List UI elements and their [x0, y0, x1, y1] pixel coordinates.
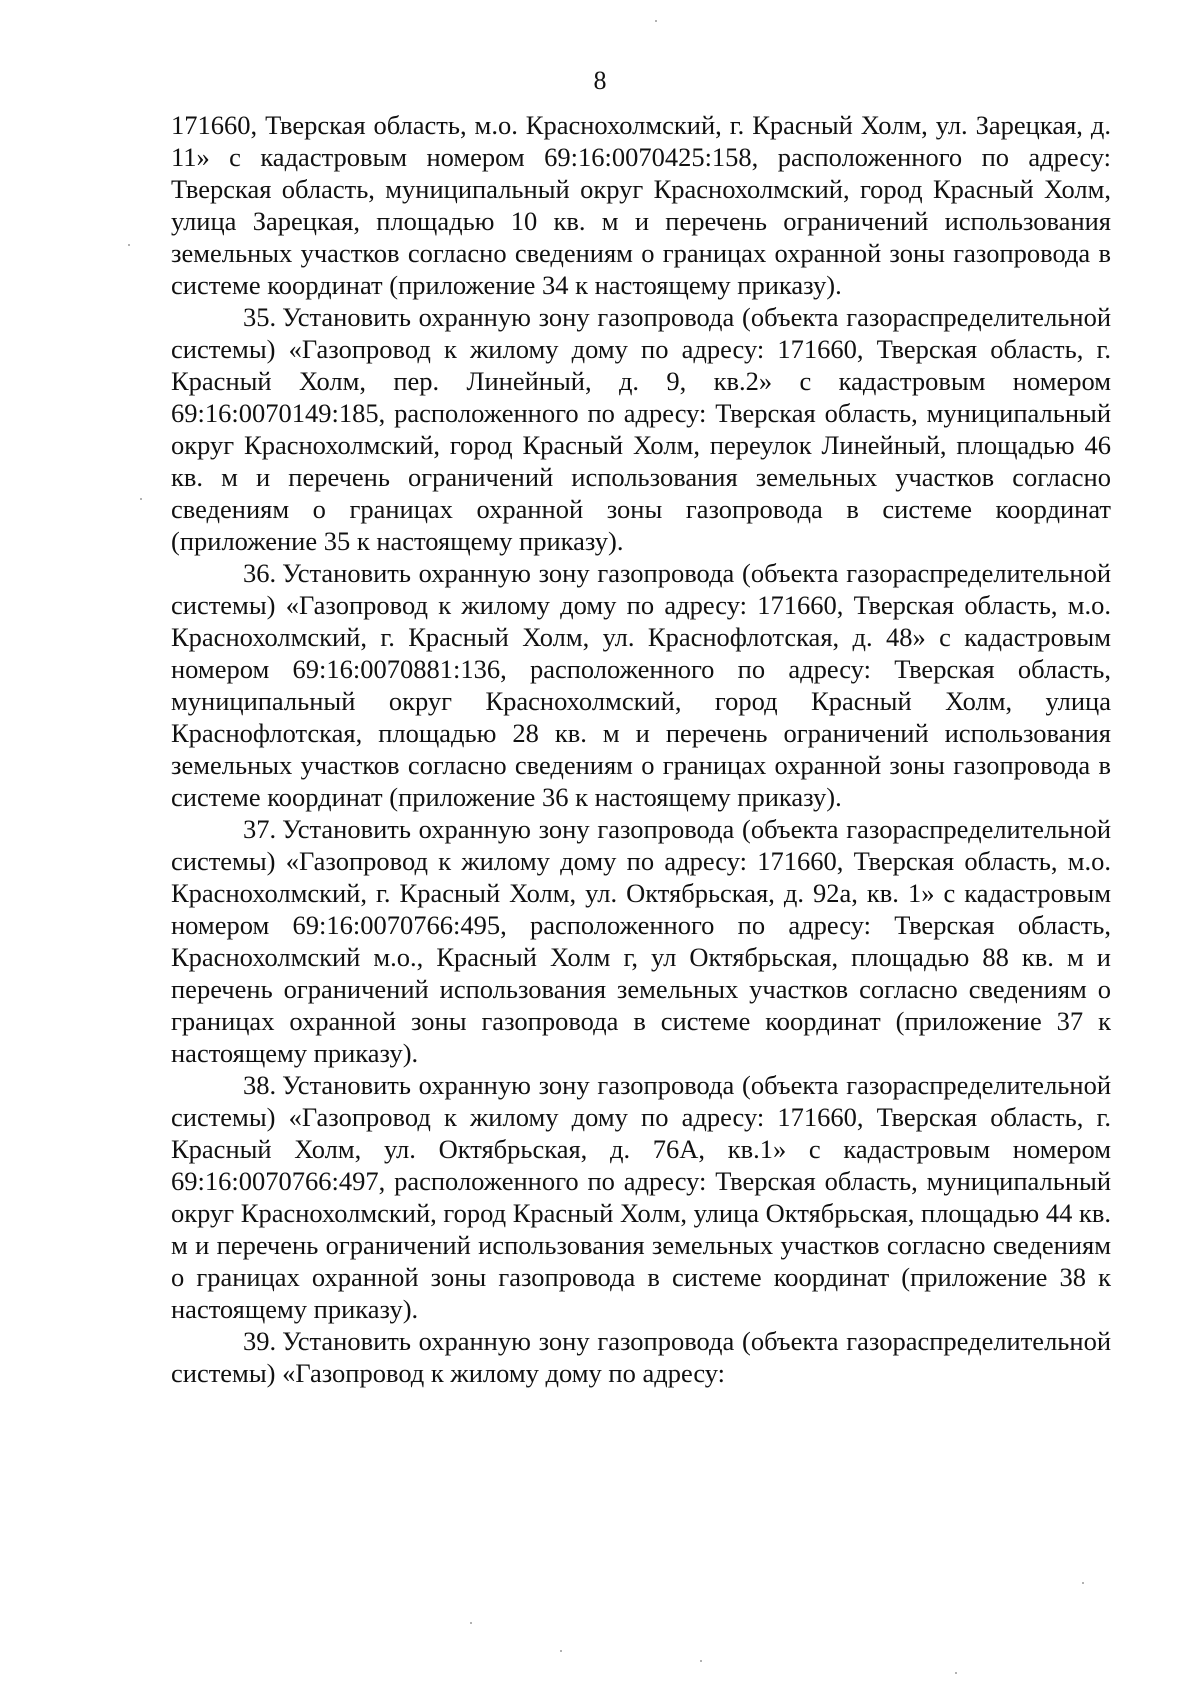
paragraph-text: Установить охранную зону газопровода (объекта газораспределительной системы) «Газопровод к жилому дому по адресу: 171660, Тверская область, г. Красный Холм, ул. Октябрьская, д. 76А, кв.1» с кадастровым номером 69:16:0070766:497, расположенного по адресу: Тверская область, муниципальный округ Краснохолмский, город Красный Холм, улица Октябрьская, площадью 44 кв. м и перечень ограничений использования земельных участков согласно сведениям о границах охранной зоны газопровода в системе координат (приложение 38 к настоящему приказу).: [171, 1070, 1111, 1324]
document-body: [171, 109, 1111, 1389]
paragraph-continuation: [171, 109, 1111, 301]
scan-speck: [955, 1672, 957, 1674]
scan-speck: [560, 1650, 562, 1652]
paragraph-text: Установить охранную зону газопровода (объекта газораспределительной системы) «Газопровод к жилому дому по адресу: 171660, Тверская область, м.о. Краснохолмский, г. Красный Холм, ул. Краснофлотская, д. 48» с кадастровым номером 69:16:0070881:136, расположенного по адресу: Тверская область, муниципальный округ Краснохолмский, город Красный Холм, улица Краснофлотская, площадью 28 кв. м и перечень ограничений использования земельных участков согласно сведениям о границах охранной зоны газопровода в системе координат (приложение 36 к настоящему приказу).: [171, 558, 1111, 812]
paragraph-number: 36.: [243, 558, 277, 588]
paragraph-item-36: [171, 557, 1111, 813]
paragraph-item-37: [171, 813, 1111, 1069]
paragraph-item-39: [171, 1325, 1111, 1389]
scan-speck: [140, 498, 142, 500]
paragraph-number: 37.: [243, 814, 277, 844]
scan-speck: [128, 244, 130, 246]
scan-speck: [1082, 1582, 1084, 1584]
scan-speck: [700, 1660, 702, 1662]
paragraph-number: 38.: [243, 1070, 277, 1100]
paragraph-item-38: [171, 1069, 1111, 1325]
scan-speck: [655, 20, 657, 22]
paragraph-number: 39.: [243, 1326, 277, 1356]
paragraph-text: 171660, Тверская область, м.о. Краснохолмский, г. Красный Холм, ул. Зарецкая, д. 11» с кадастровым номером 69:16:0070425:158, расположенного по адресу: Тверская область, муниципальный округ Краснохолмский, город Красный Холм, улица Зарецкая, площадью 10 кв. м и перечень ограничений использования земельных участков согласно сведениям о границах охранной зоны газопровода в системе координат (приложение 34 к настоящему приказу).: [171, 110, 1111, 300]
paragraph-text: Установить охранную зону газопровода (объекта газораспределительной системы) «Газопровод к жилому дому по адресу:: [171, 1326, 1111, 1388]
paragraph-text: Установить охранную зону газопровода (объекта газораспределительной системы) «Газопровод к жилому дому по адресу: 171660, Тверская область, г. Красный Холм, пер. Линейный, д. 9, кв.2» с кадастровым номером 69:16:0070149:185, расположенного по адресу: Тверская область, муниципальный округ Краснохолмский, город Красный Холм, переулок Линейный, площадью 46 кв. м и перечень ограничений использования земельных участков согласно сведениям о границах охранной зоны газопровода в системе координат (приложение 35 к настоящему приказу).: [171, 302, 1111, 556]
paragraph-text: Установить охранную зону газопровода (объекта газораспределительной системы) «Газопровод к жилому дому по адресу: 171660, Тверская область, м.о. Краснохолмский, г. Красный Холм, ул. Октябрьская, д. 92а, кв. 1» с кадастровым номером 69:16:0070766:495, расположенного по адресу: Тверская область, Краснохолмский м.о., Красный Холм г, ул Октябрьская, площадью 88 кв. м и перечень ограничений использования земельных участков согласно сведениям о границах охранной зоны газопровода в системе координат (приложение 37 к настоящему приказу).: [171, 814, 1111, 1068]
paragraph-number: 35.: [243, 302, 277, 332]
page-number: 8: [593, 66, 607, 95]
paragraph-item-35: [171, 301, 1111, 557]
scan-speck: [470, 1622, 472, 1624]
